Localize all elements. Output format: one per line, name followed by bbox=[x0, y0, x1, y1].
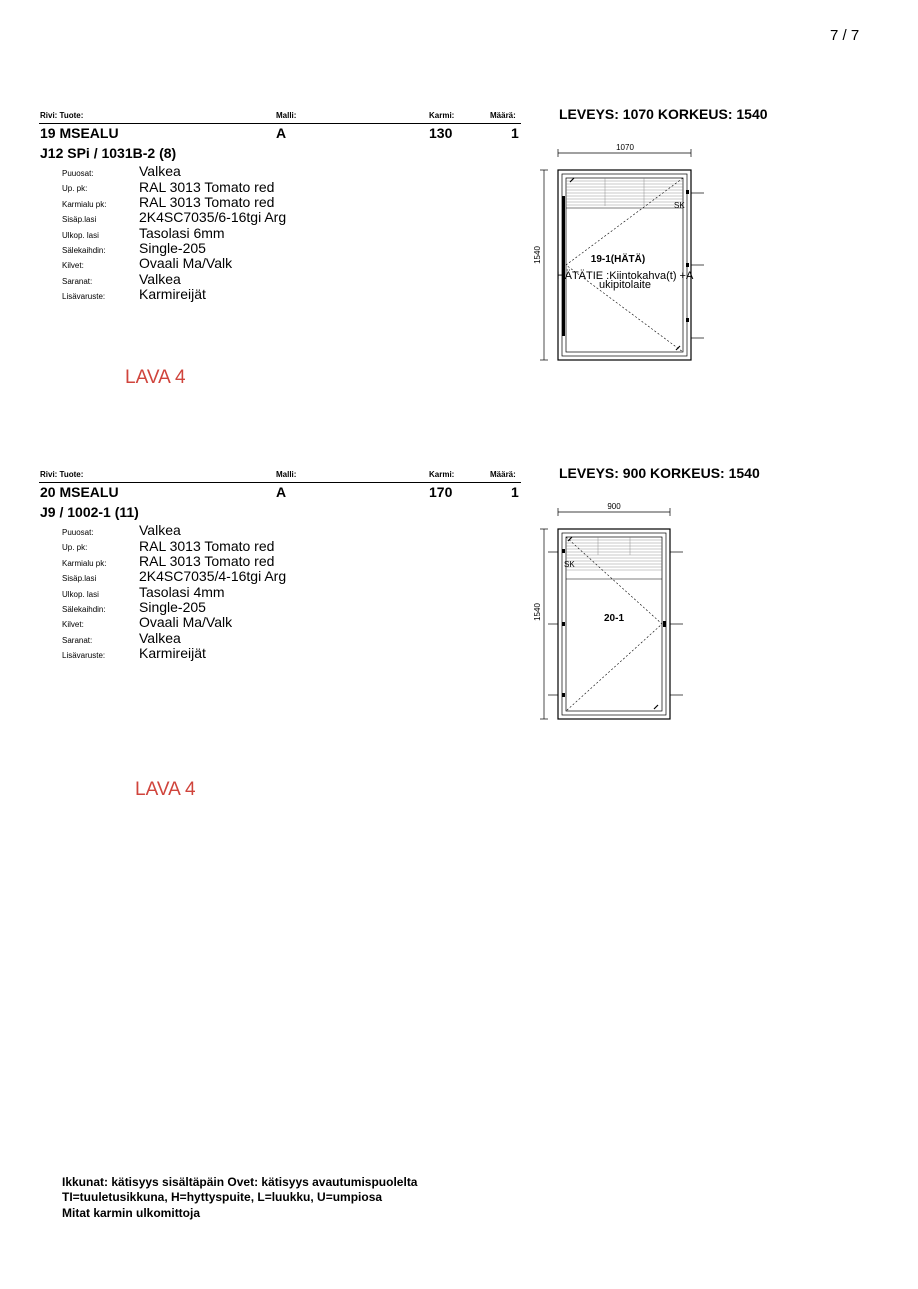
header-maara: Määrä: bbox=[490, 111, 516, 120]
height-dimension-label: 1540 bbox=[533, 603, 542, 621]
prop-label: Puuosat: bbox=[62, 169, 94, 178]
row-model: A bbox=[276, 484, 287, 500]
emergency-exit-note-2: ukipitolaite bbox=[599, 279, 651, 291]
prop-value: Karmireijät bbox=[139, 645, 206, 661]
prop-value: RAL 3013 Tomato red bbox=[139, 538, 275, 554]
product-code: J9 / 1002-1 (11) bbox=[40, 504, 139, 520]
dimensions-heading: LEVEYS: 900 KORKEUS: 1540 bbox=[559, 465, 760, 481]
width-dimension-label: 900 bbox=[607, 502, 621, 511]
sk-label: SK bbox=[564, 560, 575, 569]
prop-label: Karmialu pk: bbox=[62, 200, 107, 209]
hinge bbox=[562, 622, 565, 626]
sk-label: SK bbox=[674, 201, 685, 210]
pallet-label: LAVA 4 bbox=[135, 779, 196, 800]
footer-line: Mitat karmin ulkomittoja bbox=[62, 1206, 201, 1220]
row-karmi: 130 bbox=[429, 125, 453, 141]
prop-label: Ulkop. lasi bbox=[62, 231, 99, 240]
opening-direction-lines bbox=[566, 537, 662, 711]
prop-label: Up. pk: bbox=[62, 184, 88, 193]
header-malli: Malli: bbox=[276, 111, 297, 120]
blind-lines bbox=[566, 178, 683, 206]
sash bbox=[566, 178, 683, 352]
dimensions-heading: LEVEYS: 1070 KORKEUS: 1540 bbox=[559, 106, 768, 122]
blind-lines bbox=[566, 537, 662, 570]
hinge bbox=[562, 693, 565, 697]
prop-label: Up. pk: bbox=[62, 543, 88, 552]
prop-label: Sälekaihdin: bbox=[62, 605, 106, 614]
lock-point bbox=[686, 263, 689, 267]
hinge bbox=[562, 549, 565, 553]
footer-line: TI=tuuletusikkuna, H=hyttyspuite, L=luukku, U=umpiosa bbox=[62, 1190, 383, 1204]
inner-frame bbox=[562, 533, 666, 715]
prop-value: Tasolasi 4mm bbox=[139, 584, 225, 600]
prop-value: 2K4SC7035/4-16tgi Arg bbox=[139, 568, 287, 584]
prop-label: Sisäp.lasi bbox=[62, 574, 97, 583]
prop-value: Single-205 bbox=[139, 240, 206, 256]
drawing-label: 19-1(HÄTÄ) bbox=[590, 254, 646, 265]
prop-label: Kilvet: bbox=[62, 620, 84, 629]
row-model: A bbox=[276, 125, 287, 141]
emergency-exit-note: HÄTÄTIE :Kiintokahva(t) +A bbox=[556, 270, 694, 282]
prop-value: 2K4SC7035/6-16tgi Arg bbox=[139, 209, 287, 225]
row-count: 1 bbox=[511, 484, 519, 500]
door-drawing bbox=[528, 497, 728, 727]
prop-value: RAL 3013 Tomato red bbox=[139, 179, 275, 195]
header-rivi-tuote: Rivi: Tuote: bbox=[40, 111, 84, 120]
prop-label: Kilvet: bbox=[62, 261, 84, 270]
prop-label: Puuosat: bbox=[62, 528, 94, 537]
prop-value: Valkea bbox=[139, 163, 181, 179]
header-divider bbox=[39, 482, 521, 483]
prop-value: Ovaali Ma/Valk bbox=[139, 614, 233, 630]
outer-frame bbox=[558, 529, 670, 719]
lock-point bbox=[686, 318, 689, 322]
opening-direction-lines bbox=[566, 178, 683, 352]
header-karmi: Karmi: bbox=[429, 111, 455, 120]
header-karmi: Karmi: bbox=[429, 470, 455, 479]
prop-value: RAL 3013 Tomato red bbox=[139, 194, 275, 210]
row-product: 20 MSEALU bbox=[40, 484, 119, 500]
hinge-side-bar bbox=[562, 196, 565, 336]
header-rivi-tuote: Rivi: Tuote: bbox=[40, 470, 84, 479]
drawing-label: 20-1 bbox=[603, 613, 625, 624]
prop-label: Sisäp.lasi bbox=[62, 215, 97, 224]
header-malli: Malli: bbox=[276, 470, 297, 479]
row-count: 1 bbox=[511, 125, 519, 141]
row-karmi: 170 bbox=[429, 484, 453, 500]
header-maara: Määrä: bbox=[490, 470, 516, 479]
prop-label: Ulkop. lasi bbox=[62, 590, 99, 599]
prop-label: Sälekaihdin: bbox=[62, 246, 106, 255]
prop-value: Valkea bbox=[139, 271, 181, 287]
prop-value: Valkea bbox=[139, 630, 181, 646]
prop-label: Karmialu pk: bbox=[62, 559, 107, 568]
prop-value: Valkea bbox=[139, 522, 181, 538]
product-code: J12 SPi / 1031B-2 (8) bbox=[40, 145, 177, 161]
prop-value: RAL 3013 Tomato red bbox=[139, 553, 275, 569]
height-dimension-label: 1540 bbox=[533, 246, 542, 264]
lock-point bbox=[686, 190, 689, 194]
page-number: 7 / 7 bbox=[830, 27, 860, 44]
prop-label: Saranat: bbox=[62, 636, 93, 645]
prop-label: Lisävaruste: bbox=[62, 292, 106, 301]
header-divider bbox=[39, 123, 521, 124]
pallet-label: LAVA 4 bbox=[125, 367, 186, 388]
prop-value: Single-205 bbox=[139, 599, 206, 615]
outer-frame bbox=[558, 170, 691, 360]
footer-line: Ikkunat: kätisyys sisältäpäin Ovet: kätisyys avautumispuolelta bbox=[62, 1175, 418, 1189]
prop-value: Tasolasi 6mm bbox=[139, 225, 225, 241]
handle bbox=[663, 621, 666, 627]
prop-label: Saranat: bbox=[62, 277, 93, 286]
prop-value: Ovaali Ma/Valk bbox=[139, 255, 233, 271]
row-product: 19 MSEALU bbox=[40, 125, 119, 141]
prop-value: Karmireijät bbox=[139, 286, 206, 302]
door-drawing bbox=[528, 138, 728, 368]
sash bbox=[566, 537, 662, 711]
prop-label: Lisävaruste: bbox=[62, 651, 106, 660]
inner-frame bbox=[562, 174, 687, 356]
width-dimension-label: 1070 bbox=[616, 143, 634, 152]
